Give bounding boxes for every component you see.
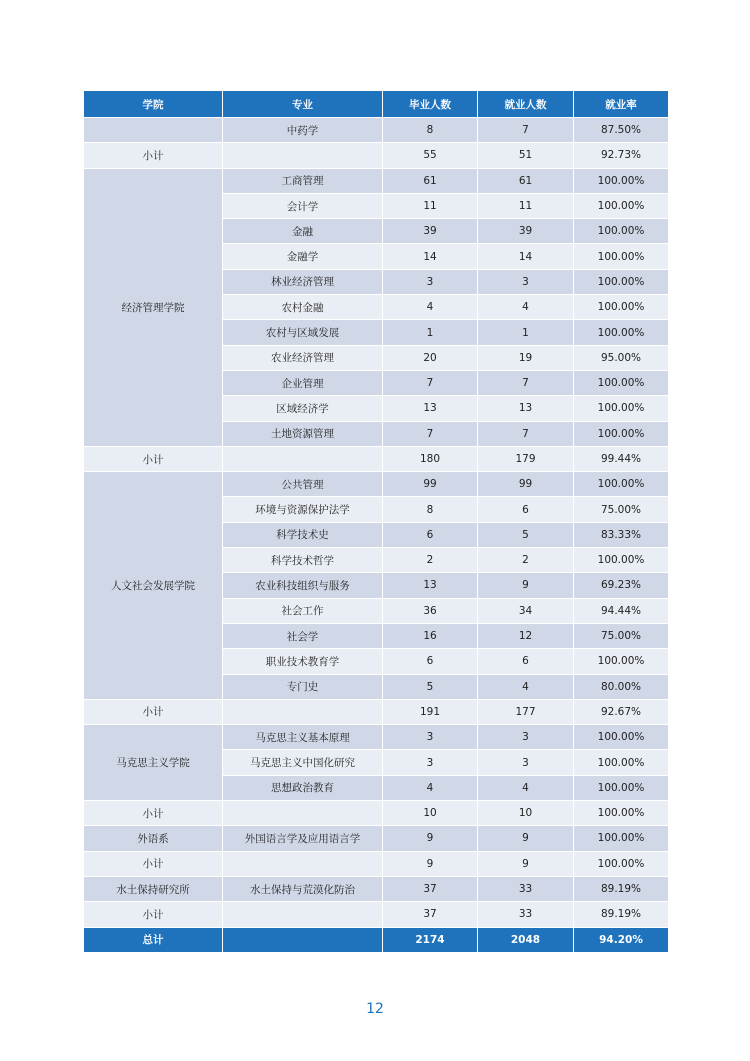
subtotal-rate: 99.44% xyxy=(574,446,669,471)
college-cell: 人文社会发展学院 xyxy=(84,472,223,700)
employed-cell: 61 xyxy=(478,168,574,193)
table-body xyxy=(84,118,669,928)
major-cell: 环境与资源保护法学 xyxy=(223,497,383,522)
employed-cell: 6 xyxy=(478,649,574,674)
subtotal-rate: 92.73% xyxy=(574,143,669,168)
employed-cell: 34 xyxy=(478,598,574,623)
major-cell: 工商管理 xyxy=(223,168,383,193)
subtotal-rate: 100.00% xyxy=(574,801,669,826)
employed-cell: 3 xyxy=(478,750,574,775)
rate-cell: 75.00% xyxy=(574,497,669,522)
employed-cell: 19 xyxy=(478,345,574,370)
subtotal-graduates: 10 xyxy=(383,801,478,826)
subtotal-graduates: 191 xyxy=(383,699,478,724)
subtotal-empty xyxy=(223,446,383,471)
subtotal-rate: 89.19% xyxy=(574,902,669,927)
college-cell: 水土保持研究所 xyxy=(84,876,223,901)
graduates-cell: 99 xyxy=(383,472,478,497)
major-cell: 马克思主义基本原理 xyxy=(223,725,383,750)
major-cell: 中药学 xyxy=(223,118,383,143)
employed-cell: 7 xyxy=(478,370,574,395)
employed-cell: 39 xyxy=(478,219,574,244)
employed-cell: 7 xyxy=(478,118,574,143)
major-cell: 金融 xyxy=(223,219,383,244)
graduates-cell: 3 xyxy=(383,269,478,294)
employed-cell: 11 xyxy=(478,193,574,218)
table-footer xyxy=(84,927,669,952)
subtotal-label: 小计 xyxy=(84,851,223,876)
graduates-cell: 5 xyxy=(383,674,478,699)
employed-cell: 1 xyxy=(478,320,574,345)
graduates-cell: 14 xyxy=(383,244,478,269)
graduates-cell: 16 xyxy=(383,623,478,648)
rate-cell: 100.00% xyxy=(574,826,669,851)
graduates-cell: 4 xyxy=(383,775,478,800)
rate-cell: 100.00% xyxy=(574,649,669,674)
rate-cell: 87.50% xyxy=(574,118,669,143)
employed-cell: 12 xyxy=(478,623,574,648)
employed-cell: 7 xyxy=(478,421,574,446)
employed-cell: 99 xyxy=(478,472,574,497)
subtotal-graduates: 37 xyxy=(383,902,478,927)
subtotal-employed: 179 xyxy=(478,446,574,471)
rate-cell: 100.00% xyxy=(574,269,669,294)
employed-cell: 5 xyxy=(478,522,574,547)
employment-table xyxy=(83,90,669,953)
total-graduates: 2174 xyxy=(383,927,478,952)
rate-cell: 100.00% xyxy=(574,548,669,573)
subtotal-label: 小计 xyxy=(84,902,223,927)
subtotal-empty xyxy=(223,902,383,927)
subtotal-label: 小计 xyxy=(84,801,223,826)
employed-cell: 9 xyxy=(478,573,574,598)
rate-cell: 100.00% xyxy=(574,725,669,750)
major-cell: 马克思主义中国化研究 xyxy=(223,750,383,775)
graduates-cell: 8 xyxy=(383,497,478,522)
graduates-cell: 4 xyxy=(383,295,478,320)
rate-cell: 75.00% xyxy=(574,623,669,648)
rate-cell: 100.00% xyxy=(574,775,669,800)
graduates-cell: 13 xyxy=(383,396,478,421)
table-row xyxy=(84,826,669,851)
subtotal-graduates: 55 xyxy=(383,143,478,168)
subtotal-employed: 9 xyxy=(478,851,574,876)
header-rate: 就业率 xyxy=(574,91,669,118)
major-cell: 农业经济管理 xyxy=(223,345,383,370)
rate-cell: 100.00% xyxy=(574,295,669,320)
major-cell: 土地资源管理 xyxy=(223,421,383,446)
rate-cell: 100.00% xyxy=(574,244,669,269)
rate-cell: 80.00% xyxy=(574,674,669,699)
subtotal-graduates: 9 xyxy=(383,851,478,876)
subtotal-label: 小计 xyxy=(84,446,223,471)
major-cell: 科学技术史 xyxy=(223,522,383,547)
graduates-cell: 39 xyxy=(383,219,478,244)
major-cell: 金融学 xyxy=(223,244,383,269)
employed-cell: 3 xyxy=(478,725,574,750)
subtotal-empty xyxy=(223,143,383,168)
rate-cell: 100.00% xyxy=(574,219,669,244)
rate-cell: 100.00% xyxy=(574,320,669,345)
subtotal-empty xyxy=(223,699,383,724)
subtotal-employed: 10 xyxy=(478,801,574,826)
subtotal-employed: 51 xyxy=(478,143,574,168)
table-row xyxy=(84,168,669,193)
header-graduates: 毕业人数 xyxy=(383,91,478,118)
rate-cell: 100.00% xyxy=(574,421,669,446)
college-cell xyxy=(84,118,223,143)
total-employed: 2048 xyxy=(478,927,574,952)
subtotal-row xyxy=(84,801,669,826)
rate-cell: 94.44% xyxy=(574,598,669,623)
major-cell: 企业管理 xyxy=(223,370,383,395)
rate-cell: 100.00% xyxy=(574,168,669,193)
subtotal-employed: 33 xyxy=(478,902,574,927)
graduates-cell: 20 xyxy=(383,345,478,370)
employed-cell: 4 xyxy=(478,775,574,800)
employed-cell: 13 xyxy=(478,396,574,421)
header-college: 学院 xyxy=(84,91,223,118)
major-cell: 会计学 xyxy=(223,193,383,218)
major-cell: 公共管理 xyxy=(223,472,383,497)
total-rate: 94.20% xyxy=(574,927,669,952)
subtotal-row xyxy=(84,851,669,876)
major-cell: 社会工作 xyxy=(223,598,383,623)
rate-cell: 89.19% xyxy=(574,876,669,901)
employed-cell: 4 xyxy=(478,674,574,699)
total-label: 总计 xyxy=(84,927,223,952)
subtotal-employed: 177 xyxy=(478,699,574,724)
college-cell: 外语系 xyxy=(84,826,223,851)
graduates-cell: 6 xyxy=(383,522,478,547)
subtotal-row xyxy=(84,446,669,471)
college-cell: 马克思主义学院 xyxy=(84,725,223,801)
header-row xyxy=(84,91,669,118)
major-cell: 思想政治教育 xyxy=(223,775,383,800)
graduates-cell: 8 xyxy=(383,118,478,143)
employed-cell: 4 xyxy=(478,295,574,320)
major-cell: 区域经济学 xyxy=(223,396,383,421)
employed-cell: 14 xyxy=(478,244,574,269)
graduates-cell: 7 xyxy=(383,370,478,395)
employed-cell: 2 xyxy=(478,548,574,573)
rate-cell: 100.00% xyxy=(574,193,669,218)
rate-cell: 100.00% xyxy=(574,750,669,775)
major-cell: 农村与区域发展 xyxy=(223,320,383,345)
subtotal-label: 小计 xyxy=(84,143,223,168)
subtotal-empty xyxy=(223,801,383,826)
major-cell: 农村金融 xyxy=(223,295,383,320)
page-number: 12 xyxy=(366,1001,384,1017)
rate-cell: 100.00% xyxy=(574,472,669,497)
table-row xyxy=(84,118,669,143)
employed-cell: 6 xyxy=(478,497,574,522)
subtotal-graduates: 180 xyxy=(383,446,478,471)
graduates-cell: 3 xyxy=(383,750,478,775)
header-major: 专业 xyxy=(223,91,383,118)
graduates-cell: 9 xyxy=(383,826,478,851)
subtotal-rate: 100.00% xyxy=(574,851,669,876)
rate-cell: 95.00% xyxy=(574,345,669,370)
graduates-cell: 61 xyxy=(383,168,478,193)
subtotal-label: 小计 xyxy=(84,699,223,724)
graduates-cell: 13 xyxy=(383,573,478,598)
rate-cell: 100.00% xyxy=(574,370,669,395)
graduates-cell: 11 xyxy=(383,193,478,218)
graduates-cell: 6 xyxy=(383,649,478,674)
major-cell: 农业科技组织与服务 xyxy=(223,573,383,598)
subtotal-rate: 92.67% xyxy=(574,699,669,724)
graduates-cell: 36 xyxy=(383,598,478,623)
major-cell: 科学技术哲学 xyxy=(223,548,383,573)
college-cell: 经济管理学院 xyxy=(84,168,223,446)
subtotal-empty xyxy=(223,851,383,876)
table-row xyxy=(84,472,669,497)
graduates-cell: 2 xyxy=(383,548,478,573)
employed-cell: 3 xyxy=(478,269,574,294)
rate-cell: 83.33% xyxy=(574,522,669,547)
header-employed: 就业人数 xyxy=(478,91,574,118)
employed-cell: 33 xyxy=(478,876,574,901)
rate-cell: 100.00% xyxy=(574,396,669,421)
graduates-cell: 7 xyxy=(383,421,478,446)
table-header xyxy=(84,91,669,118)
table-row xyxy=(84,876,669,901)
major-cell: 职业技术教育学 xyxy=(223,649,383,674)
table-row xyxy=(84,725,669,750)
subtotal-row xyxy=(84,143,669,168)
graduates-cell: 3 xyxy=(383,725,478,750)
major-cell: 水土保持与荒漠化防治 xyxy=(223,876,383,901)
total-empty xyxy=(223,927,383,952)
major-cell: 林业经济管理 xyxy=(223,269,383,294)
subtotal-row xyxy=(84,902,669,927)
rate-cell: 69.23% xyxy=(574,573,669,598)
graduates-cell: 37 xyxy=(383,876,478,901)
major-cell: 社会学 xyxy=(223,623,383,648)
total-row xyxy=(84,927,669,952)
graduates-cell: 1 xyxy=(383,320,478,345)
subtotal-row xyxy=(84,699,669,724)
major-cell: 专门史 xyxy=(223,674,383,699)
employed-cell: 9 xyxy=(478,826,574,851)
major-cell: 外国语言学及应用语言学 xyxy=(223,826,383,851)
